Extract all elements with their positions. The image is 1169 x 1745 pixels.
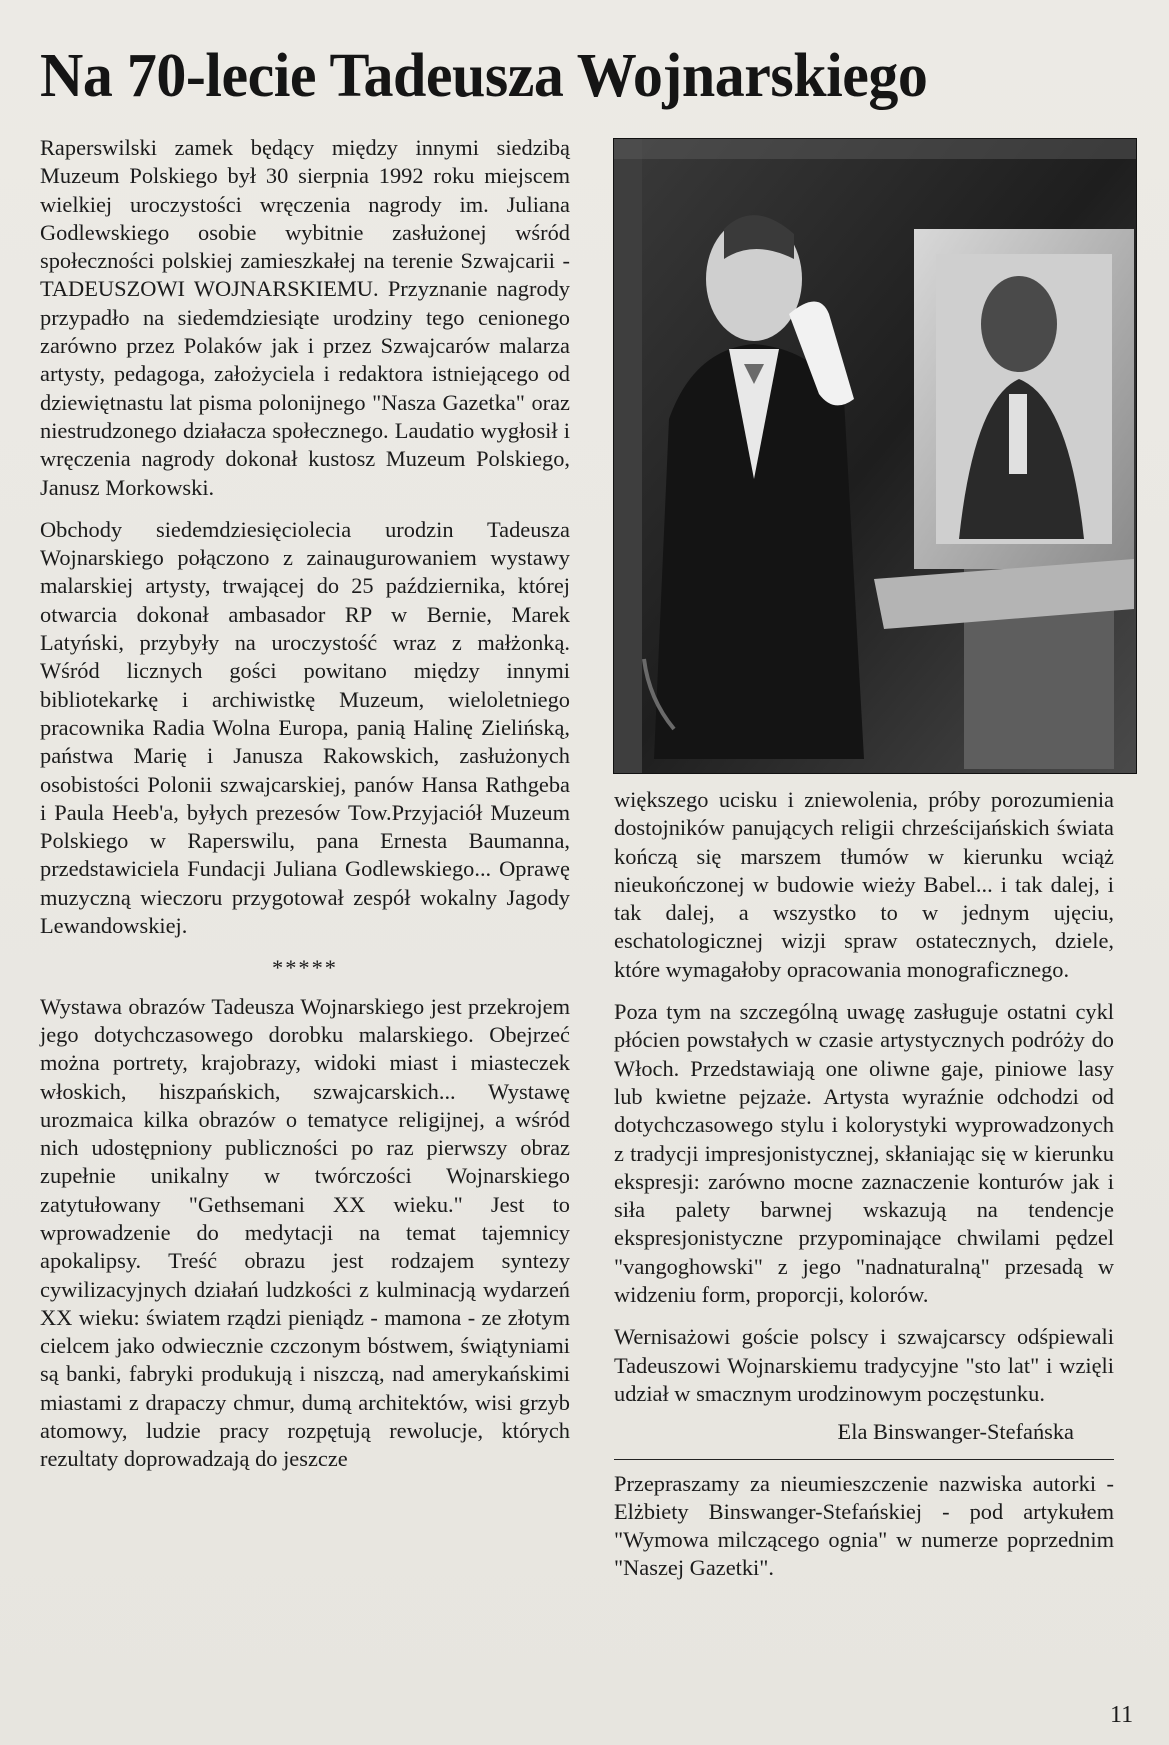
divider-line bbox=[614, 1459, 1114, 1460]
article-title: Na 70-lecie Tadeusza Wojnarskiego bbox=[40, 40, 928, 110]
paragraph-painting-continued: większego ucisku i zniewolenia, próby porozumienia dostojników panujących religii chrześcijańskich świata kończą się marszem tłumów w kierunku wciąż nieukończonej w budowie wieży Babel... i tak dalej, i tak dalej, a wszystko to w jednym ujęciu, eschatologicznej wizji spraw ostatecznych, dziele, które wymagałoby opracowania monograficznego. bbox=[614, 787, 1114, 982]
author-signature: Ela Binswanger-Stefańska bbox=[837, 1419, 1074, 1445]
paragraph-guests: Wernisażowi goście polscy i szwajcarscy odśpiewali Tadeuszowi Wojnarskiemu tradycyjne "sto lat" i wzięli udział w smacznym urodzinowym poczęstunku. bbox=[614, 1324, 1114, 1406]
left-column bbox=[40, 134, 570, 1488]
paragraph-italy-cycle: Poza tym na szczególną uwagę zasługuje ostatni cykl płócien powstałych w czasie artystycznych podróży do Włoch. Przedstawiają one oliwne gaje, piniowe lasy lub kwietne pejzaże. Artysta wyraźnie odchodzi od dotychczasowego stylu i kolorystyki wyprowadzonych z tradycji impresjonistycznej, skłaniając się w kierunku ekspresji: zarówno mocne zaznaczenie konturów jak i siła palety barwnej wskazują na tendencje ekspresjonistyczne przypominające chwilami pędzel "vangoghowski" z jego "nadnaturalną" przesadą w widzeniu form, proporcji, kolorów. bbox=[614, 999, 1114, 1308]
photo-wojnarski-with-portrait bbox=[613, 138, 1137, 774]
page-number: 11 bbox=[1110, 1702, 1134, 1728]
right-column bbox=[614, 786, 1114, 1597]
photograph-icon bbox=[614, 139, 1136, 773]
correction-note: Przepraszamy za nieumieszczenie nazwiska autorki - Elżbiety Binswanger-Stefańskiej - pod artykułem "Wymowa milczącego ognia" w numerze poprzednim "Naszej Gazetki". bbox=[614, 1470, 1114, 1581]
paragraph-award: Raperswilski zamek będący między innymi siedzibą Muzeum Polskiego był 30 sierpnia 1992 roku miejscem wielkiej uroczystości wręczenia nagrody im. Juliana Godlewskiego osobie wybitnie zasłużonej wśród społeczności polskiej zamieszkałej na terenie Szwajcarii - TADEUSZOWI WOJNARSKIEMU. Przyznanie nagrody przypadło na siedemdziesiąte urodziny tego cenionego zarówno przez Polaków jak i przez Szwajcarów malarza artysty, pedagoga, założyciela i redaktora istniejącego od dziewiętnastu lat pisma polonijnego "Nasza Gazetka" oraz niestrudzonego działacza społecznego. Laudatio wygłosił i wręczenia nagrody dokonał kustosz Muzeum Polskiego, Janusz Morkowski. bbox=[40, 135, 570, 500]
paragraph-exhibition: Wystawa obrazów Tadeusza Wojnarskiego jest przekrojem jego dotychczasowego dorobku malarskiego. Obejrzeć można portrety, krajobrazy, widoki miast i miasteczek włoskich, hiszpańskich, szwajcarskich... Wystawę urozmaica kilka obrazów o tematyce religijnej, a wśród nich udostępniony publiczności po raz pierwszy obraz zupełnie unikalny w twórczości Wojnarskiego zatytułowany "Gethsemani XX wieku." Jest to wprowadzenie do medytacji na temat tajemnicy apokalipsy. Treść obrazu jest rodzajem syntezy cywilizacyjnych działań ludzkości z kulminacją wydarzeń XX wieku: światem rządzi pieniądz - mamona - ze złotym cielcem jako odwiecznie czczonym bóstwem, świątyniami są banki, fabryki produkują i niszczą, nad amerykańskimi miastami z drapaczy chmur, dumą architektów, wisi grzyb atomowy, ludzie pracy rozpętują rewolucje, których rezultaty doprowadzają do jeszcze bbox=[40, 993, 570, 1472]
section-separator: ***** bbox=[272, 955, 338, 981]
paragraph-celebration: Obchody siedemdziesięciolecia urodzin Tadeusza Wojnarskiego połączono z zainaugurowaniem wystawy malarskiej artysty, trwającej do 25 października, której otwarcia dokonał ambasador RP w Bernie, Marek Latyński, przybyły na uroczystość wraz z małżonką. Wśród licznych gości powitano między innymi bibliotekarkę i archiwistkę Muzeum, wieloletniego pracownika Radia Wolna Europa, panią Halinę Zielińską, państwa Marię i Janusza Rakowskich, zasłużonych osobistości Polonii szwajcarskiej, panów Hansa Rathgeba i Paula Heeb'a, byłych prezesów Tow.Przyjaciół Muzeum Polskiego w Raperswilu, pana Ernesta Baumanna, przedstawiciela Fundacji Juliana Godlewskiego... Oprawę muzyczną wieczoru przygotował zespół wokalny Jagody Lewandowskiej. bbox=[40, 516, 570, 939]
